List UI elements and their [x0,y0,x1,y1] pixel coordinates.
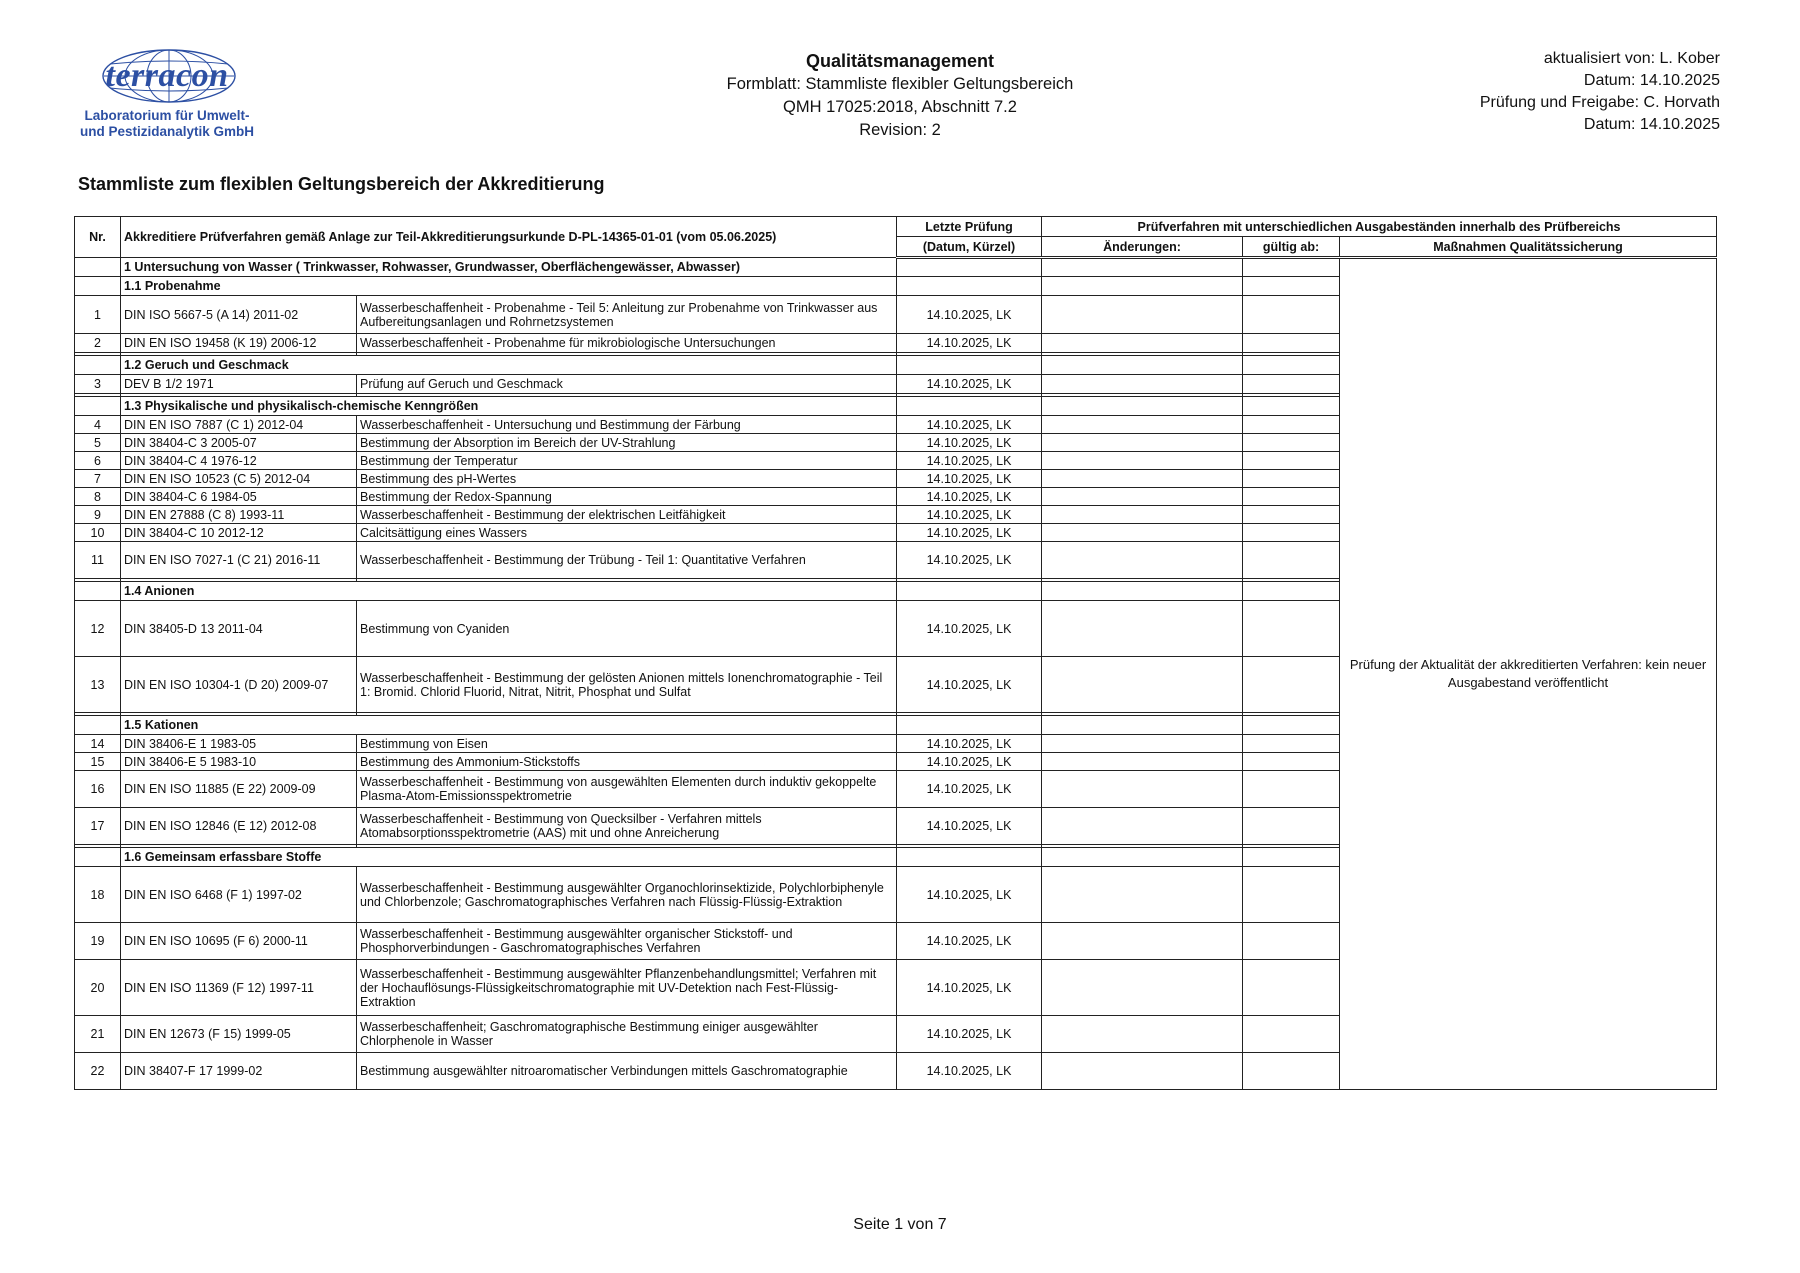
section-heading: 1.3 Physikalische und physikalisch-chemische Kenngrößen [121,397,897,416]
row-description-cell: Wasserbeschaffenheit - Bestimmung ausgewählter organischer Stickstoff- und Phosphorverbindungen - Gaschromatographisches Verfahren [357,923,897,960]
row-changes-cell [1042,334,1243,353]
main-section-heading: 1 Untersuchung von Wasser ( Trinkwasser, Rohwasser, Grundwasser, Oberflächengewässer, Abwasser) [121,258,897,277]
logo-subtitle [72,108,262,140]
row-nr-cell: 10 [75,524,121,542]
row-nr-cell: 15 [75,753,121,771]
row-valid-from-cell [1243,488,1340,506]
row-norm-cell: DIN EN ISO 10523 (C 5) 2012-04 [121,470,357,488]
row-nr-cell: 7 [75,470,121,488]
section-heading: 1.6 Gemeinsam erfassbare Stoffe [121,848,897,867]
row-norm-cell: DIN 38407-F 17 1999-02 [121,1053,357,1090]
logo-subtitle-line2: und Pestizidanalytik GmbH [79,124,255,139]
section-heading: 1.5 Kationen [121,716,897,735]
row-changes-cell [1042,452,1243,470]
row-last-check-cell: 14.10.2025, LK [897,867,1042,923]
section-heading: 1.4 Anionen [121,582,897,601]
approved-date: Datum: 14.10.2025 [1583,116,1720,133]
row-norm-cell: DIN EN ISO 11369 (F 12) 1997-11 [121,960,357,1016]
row-nr-cell: 4 [75,416,121,434]
row-norm-cell: DIN EN ISO 11885 (E 22) 2009-09 [121,771,357,808]
row-nr-cell: 20 [75,960,121,1016]
row-valid-from-cell [1243,452,1340,470]
row-last-check-cell: 14.10.2025, LK [897,506,1042,524]
row-changes-cell [1042,296,1243,334]
row-last-check-cell: 14.10.2025, LK [897,735,1042,753]
row-valid-from-cell [1243,1053,1340,1090]
row-nr-cell: 1 [75,296,121,334]
row-last-check-cell: 14.10.2025, LK [897,923,1042,960]
row-norm-cell: DIN ISO 5667-5 (A 14) 2011-02 [121,296,357,334]
row-norm-cell: DIN EN 27888 (C 8) 1993-11 [121,506,357,524]
row-nr-cell: 21 [75,1016,121,1053]
row-last-check-cell: 14.10.2025, LK [897,524,1042,542]
col-header-valid-from: gültig ab: [1243,237,1340,258]
row-description-cell: Bestimmung der Temperatur [357,452,897,470]
document-title: Stammliste zum flexiblen Geltungsbereich der Akkreditierung [78,174,605,194]
col-header-group: Prüfverfahren mit unterschiedlichen Ausgabeständen innerhalb des Prüfbereichs [1042,217,1717,237]
row-valid-from-cell [1243,296,1340,334]
row-nr-cell: 9 [75,506,121,524]
row-last-check-cell: 14.10.2025, LK [897,1016,1042,1053]
row-changes-cell [1042,960,1243,1016]
header-title: Qualitätsmanagement [805,51,995,71]
row-nr-cell: 3 [75,375,121,394]
row-description-cell: Wasserbeschaffenheit; Gaschromatographische Bestimmung einiger ausgewählter Chlorphenole in Wasser [357,1016,897,1053]
row-nr-cell: 19 [75,923,121,960]
quality-measure-note: Prüfung der Aktualität der akkreditierten Verfahren: kein neuer Ausgabestand veröffentlicht [1340,258,1717,1090]
row-changes-cell [1042,524,1243,542]
row-nr-cell: 11 [75,542,121,579]
row-norm-cell: DIN 38404-C 6 1984-05 [121,488,357,506]
row-changes-cell [1042,923,1243,960]
row-valid-from-cell [1243,470,1340,488]
row-nr-cell: 16 [75,771,121,808]
row-norm-cell: DIN 38406-E 1 1983-05 [121,735,357,753]
row-last-check-cell: 14.10.2025, LK [897,753,1042,771]
row-description-cell: Wasserbeschaffenheit - Bestimmung von ausgewählten Elementen durch induktiv gekoppelte Plasma-Atom-Emissionsspektrometrie [357,771,897,808]
row-norm-cell: DIN EN ISO 7887 (C 1) 2012-04 [121,416,357,434]
row-valid-from-cell [1243,524,1340,542]
updated-date: Datum: 14.10.2025 [1583,72,1720,89]
approved-by: Prüfung und Freigabe: C. Horvath [1479,94,1720,111]
row-norm-cell: DIN 38404-C 10 2012-12 [121,524,357,542]
row-changes-cell [1042,434,1243,452]
header-revision: Revision: 2 [859,121,941,139]
row-last-check-cell: 14.10.2025, LK [897,1053,1042,1090]
row-changes-cell [1042,771,1243,808]
row-description-cell: Bestimmung ausgewählter nitroaromatischer Verbindungen mittels Gaschromatographie [357,1053,897,1090]
row-description-cell: Wasserbeschaffenheit - Bestimmung von Quecksilber - Verfahren mittels Atomabsorptionsspektrometrie (AAS) mit und ohne Anreicherung [357,808,897,845]
form-header [650,50,1150,142]
col-header-method: Akkreditiere Prüfverfahren gemäß Anlage zur Teil-Akkreditierungsurkunde D-PL-14365-01-01 (vom 05.06.2025) [121,217,897,258]
updated-by: aktualisiert von: L. Kober [1543,50,1720,67]
row-valid-from-cell [1243,506,1340,524]
row-changes-cell [1042,735,1243,753]
row-valid-from-cell [1243,808,1340,845]
row-valid-from-cell [1243,1016,1340,1053]
row-description-cell: Wasserbeschaffenheit - Bestimmung der gelösten Anionen mittels Ionenchromatographie - Teil 1: Bromid. Chlorid Fluorid, Nitrat, Nitrit, Phosphat und Sulfat [357,657,897,713]
col-header-last-check: Letzte Prüfung [897,217,1042,237]
row-last-check-cell: 14.10.2025, LK [897,375,1042,394]
row-description-cell: Bestimmung der Absorption im Bereich der UV-Strahlung [357,434,897,452]
row-changes-cell [1042,416,1243,434]
row-valid-from-cell [1243,375,1340,394]
row-changes-cell [1042,375,1243,394]
row-changes-cell [1042,1053,1243,1090]
row-changes-cell [1042,753,1243,771]
row-description-cell: Bestimmung des Ammonium-Stickstoffs [357,753,897,771]
row-last-check-cell: 14.10.2025, LK [897,416,1042,434]
row-norm-cell: DIN 38404-C 4 1976-12 [121,452,357,470]
company-logo [72,48,262,144]
row-valid-from-cell [1243,735,1340,753]
section-heading: 1.1 Probenahme [121,277,897,296]
col-header-last-check-sub: (Datum, Kürzel) [897,237,1042,258]
row-changes-cell [1042,808,1243,845]
header-reference: QMH 17025:2018, Abschnitt 7.2 [783,98,1017,116]
row-nr-cell: 6 [75,452,121,470]
row-valid-from-cell [1243,416,1340,434]
row-description-cell: Prüfung auf Geruch und Geschmack [357,375,897,394]
row-valid-from-cell [1243,434,1340,452]
row-description-cell: Bestimmung von Eisen [357,735,897,753]
row-last-check-cell: 14.10.2025, LK [897,771,1042,808]
row-nr-cell: 13 [75,657,121,713]
row-nr-cell: 2 [75,334,121,353]
header-form-name: Formblatt: Stammliste flexibler Geltungsbereich [726,75,1074,93]
row-nr-cell: 22 [75,1053,121,1090]
row-norm-cell: DIN EN 12673 (F 15) 1999-05 [121,1016,357,1053]
row-nr-cell: 8 [75,488,121,506]
row-description-cell: Wasserbeschaffenheit - Probenahme - Teil 5: Anleitung zur Probenahme von Trinkwasser aus Aufbereitungsanlagen und Rohrnetzsystemen [357,296,897,334]
row-last-check-cell: 14.10.2025, LK [897,488,1042,506]
row-valid-from-cell [1243,657,1340,713]
row-changes-cell [1042,601,1243,657]
row-changes-cell [1042,1016,1243,1053]
row-description-cell: Bestimmung von Cyaniden [357,601,897,657]
row-last-check-cell: 14.10.2025, LK [897,601,1042,657]
row-description-cell: Wasserbeschaffenheit - Bestimmung der elektrischen Leitfähigkeit [357,506,897,524]
row-norm-cell: DIN 38406-E 5 1983-10 [121,753,357,771]
row-nr-cell: 12 [75,601,121,657]
row-changes-cell [1042,657,1243,713]
row-valid-from-cell [1243,923,1340,960]
row-changes-cell [1042,542,1243,579]
page-number: Seite 1 von 7 [853,1216,947,1233]
row-nr-cell: 18 [75,867,121,923]
row-last-check-cell: 14.10.2025, LK [897,657,1042,713]
row-norm-cell: DIN 38404-C 3 2005-07 [121,434,357,452]
row-norm-cell: DIN EN ISO 10695 (F 6) 2000-11 [121,923,357,960]
row-last-check-cell: 14.10.2025, LK [897,296,1042,334]
row-description-cell: Wasserbeschaffenheit - Bestimmung ausgewählter Pflanzenbehandlungsmittel; Verfahren mit der Hochauflösungs-Flüssigkeitschromatographie mit UV-Detektion nach Fest-Flüssig-Extraktion [357,960,897,1016]
col-header-nr: Nr. [75,217,121,258]
row-last-check-cell: 14.10.2025, LK [897,960,1042,1016]
col-header-measures: Maßnahmen Qualitätssicherung [1340,237,1717,258]
row-nr-cell: 14 [75,735,121,753]
row-nr-cell: 17 [75,808,121,845]
row-last-check-cell: 14.10.2025, LK [897,334,1042,353]
row-changes-cell [1042,488,1243,506]
row-last-check-cell: 14.10.2025, LK [897,452,1042,470]
row-last-check-cell: 14.10.2025, LK [897,808,1042,845]
logo-subtitle-line1: Laboratorium für Umwelt- [84,108,250,123]
row-description-cell: Bestimmung des pH-Wertes [357,470,897,488]
row-description-cell: Calcitsättigung eines Wassers [357,524,897,542]
row-description-cell: Wasserbeschaffenheit - Bestimmung der Trübung - Teil 1: Quantitative Verfahren [357,542,897,579]
row-valid-from-cell [1243,867,1340,923]
row-norm-cell: DIN 38405-D 13 2011-04 [121,601,357,657]
row-valid-from-cell [1243,601,1340,657]
row-valid-from-cell [1243,771,1340,808]
row-description-cell: Wasserbeschaffenheit - Bestimmung ausgewählter Organochlorinsektizide, Polychlorbiphenyle und Chlorbenzole; Gaschromatographisches Verfahren nach Flüssig-Flüssig-Extraktion [357,867,897,923]
row-valid-from-cell [1243,542,1340,579]
row-norm-cell: DIN EN ISO 7027-1 (C 21) 2016-11 [121,542,357,579]
row-norm-cell: DIN EN ISO 19458 (K 19) 2006-12 [121,334,357,353]
row-changes-cell [1042,506,1243,524]
row-changes-cell [1042,470,1243,488]
row-changes-cell [1042,867,1243,923]
row-last-check-cell: 14.10.2025, LK [897,542,1042,579]
logo-wordmark: terracon [105,57,229,94]
row-norm-cell: DEV B 1/2 1971 [121,375,357,394]
col-header-changes: Änderungen: [1042,237,1243,258]
row-valid-from-cell [1243,960,1340,1016]
row-description-cell: Wasserbeschaffenheit - Probenahme für mikrobiologische Untersuchungen [357,334,897,353]
master-list-table [74,216,1717,1090]
row-valid-from-cell [1243,334,1340,353]
row-valid-from-cell [1243,753,1340,771]
row-last-check-cell: 14.10.2025, LK [897,470,1042,488]
row-nr-cell: 5 [75,434,121,452]
row-description-cell: Bestimmung der Redox-Spannung [357,488,897,506]
section-heading: 1.2 Geruch und Geschmack [121,356,897,375]
row-norm-cell: DIN EN ISO 10304-1 (D 20) 2009-07 [121,657,357,713]
row-last-check-cell: 14.10.2025, LK [897,434,1042,452]
revision-meta [1360,48,1720,136]
row-norm-cell: DIN EN ISO 6468 (F 1) 1997-02 [121,867,357,923]
row-description-cell: Wasserbeschaffenheit - Untersuchung und Bestimmung der Färbung [357,416,897,434]
row-norm-cell: DIN EN ISO 12846 (E 12) 2012-08 [121,808,357,845]
